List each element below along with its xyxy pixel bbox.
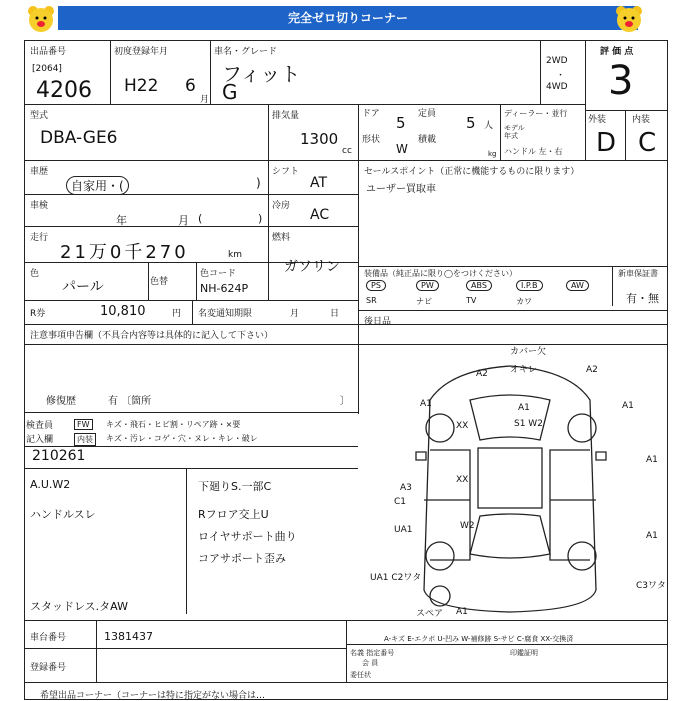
color-change-label: 色替 [150, 277, 169, 287]
damage-legend: A-キズ E-エクボ U-凹み W-補修跡 S-サビ C-腐食 XX-交換済 [384, 635, 574, 643]
disp-label: 排気量 [272, 111, 300, 121]
first-reg-era: H22 [124, 76, 159, 96]
handwritten-note: コアサポート歪み [198, 552, 286, 565]
interior-label: 内装 [74, 433, 96, 446]
inspection-month: 月 [178, 214, 189, 227]
damage-mark: W2 [460, 521, 475, 531]
notice-day: 日 [330, 309, 340, 319]
drive-2wd: 2WD [546, 56, 568, 66]
shape: W [396, 142, 408, 156]
damage-mark: A2 [586, 365, 598, 375]
handwritten-note: 下廻りS.一部C [198, 480, 272, 493]
lot-label: 出品番号 [30, 47, 67, 57]
recycle-label: R券 [30, 309, 46, 319]
warranty-label: 新車保証書 [618, 269, 658, 278]
damage-mark: C1 [394, 497, 407, 507]
cert-label: 印鑑証明 [510, 649, 538, 657]
capacity: 5 [466, 114, 476, 132]
equipment-item: ABS [466, 280, 492, 291]
score-label: 評 価 点 [600, 47, 634, 57]
rear-item-label: 後日品 [364, 317, 392, 327]
fw-label: FW [74, 419, 93, 430]
history-close: ) [256, 176, 261, 190]
handwritten-note: A.U.W2 [30, 478, 71, 491]
inspection-paren: ( [198, 212, 203, 225]
equipment-item: SR [366, 296, 377, 305]
capacity-unit: 人 [484, 121, 494, 131]
mileage-unit: km [228, 250, 242, 260]
interior-label: 内装 [632, 115, 651, 125]
color-value: パール [62, 279, 104, 295]
repair-value: 有 〔箇所 [108, 396, 152, 407]
car-name: フィット [222, 62, 301, 86]
top-banner [0, 0, 700, 38]
equipment-item: TV [466, 296, 477, 305]
exterior-label: 外装 [588, 115, 607, 125]
score-value: 3 [608, 58, 634, 104]
damage-mark: XX [456, 475, 469, 485]
model-year-label: モデル 年式 [504, 124, 525, 140]
damage-mark: A1 [646, 531, 658, 541]
equipment-item: PW [416, 280, 439, 291]
member-label: 会 員 [362, 659, 379, 667]
inspection-year: 年 [116, 214, 127, 227]
notice-month: 月 [290, 309, 300, 319]
equip-label: 装備品（純正品に限り◯をつけください） [364, 269, 517, 278]
aircon: AC [310, 207, 330, 223]
owner-label: 名義 指定番号 [350, 649, 395, 657]
recycle-unit: 円 [172, 309, 182, 319]
attach-label: 委任状 [350, 671, 371, 679]
color-label: 色 [30, 269, 40, 279]
car-name-label: 車名・グレード [214, 47, 278, 57]
history-label: 車歴 [30, 167, 49, 177]
damage-mark: XX [456, 421, 469, 431]
lot-number: 4206 [36, 78, 92, 103]
inspection-close: ) [258, 212, 263, 225]
inspector-label-1: 検査員 [26, 421, 54, 431]
equipment-item: AW [566, 280, 589, 291]
damage-mark: A2 [476, 369, 488, 379]
damage-mark: A1 [518, 403, 530, 413]
month-unit: 月 [200, 95, 210, 105]
banner-title: 完全ゼロ切りコーナー [58, 6, 638, 30]
exterior-score: D [596, 128, 617, 158]
mileage-label: 走行 [30, 233, 49, 243]
damage-mark: S1 W2 [514, 419, 543, 429]
load-unit: kg [488, 150, 497, 158]
damage-mark: A1 [646, 455, 658, 465]
repair-close: 〕 [340, 396, 350, 407]
damage-mark: スペア [416, 609, 444, 619]
footer-corner: 希望出品コーナー（コーナーは特に指定がない場合は… [40, 691, 266, 701]
shape-label: 形状 [362, 135, 381, 145]
damage-mark: A1 [456, 607, 468, 617]
color-code: NH-624P [200, 282, 249, 295]
damage-mark: UA1 [394, 525, 413, 535]
load-label: 積載 [418, 135, 437, 145]
sales-value: ユーザー買取車 [366, 184, 436, 195]
car-damage-diagram [360, 340, 668, 620]
inspector-label-2: 記入欄 [26, 435, 54, 445]
fuel-label: 燃料 [272, 233, 291, 243]
recycle-value: 10,810 [100, 304, 146, 319]
handwritten-note: スタッドレス.タAW [30, 600, 128, 613]
color-code-label: 色コード [200, 269, 237, 279]
first-reg-month: 6 [185, 76, 196, 96]
notes-label: 注意事項申告欄（不具合内容等は具体的に記入して下さい） [30, 331, 274, 341]
inspection-label: 車検 [30, 201, 49, 211]
repair-label: 修復歴 [46, 396, 76, 407]
count-value: 210261 [32, 448, 86, 464]
damage-mark: A1 [420, 399, 432, 409]
mascot-bear-icon [26, 4, 56, 34]
capacity-label: 定員 [418, 109, 437, 119]
damage-mark: オキレ [510, 365, 537, 375]
sales-label: セールスポイント（正常に機能するものに限ります） [364, 167, 580, 177]
model-code: DBA-GE6 [40, 128, 118, 148]
inspector-row1: キズ・飛石・ヒビ割・リペア跡・×要 [106, 420, 241, 429]
mileage-value: 21万0千270 [60, 242, 189, 263]
dealer-label: ディーラー・並行 [504, 109, 568, 118]
displacement: 1300 [300, 130, 339, 148]
shift: AT [310, 175, 328, 191]
mascot-bear-icon [614, 4, 644, 34]
handle-label: ハンドル 左・右 [504, 147, 563, 156]
equipment-item: ナビ [416, 297, 432, 306]
shift-label: シフト [272, 167, 300, 177]
handwritten-note: Rフロア交上U [198, 508, 269, 521]
drive-dot: ・ [556, 71, 566, 81]
interior-score: C [638, 128, 657, 158]
damage-mark: カバー欠 [510, 347, 547, 357]
drive-4wd: 4WD [546, 82, 568, 92]
damage-mark: A1 [622, 401, 634, 411]
equipment-item: I.P.B [516, 280, 543, 291]
history-value: 自家用・( [66, 176, 129, 195]
grade: G [222, 80, 238, 104]
inspector-row2: キズ・汚レ・コゲ・穴・ヌレ・キレ・破レ [106, 434, 258, 443]
model-label: 型式 [30, 111, 49, 121]
handwritten-note: ロイヤサポート曲り [198, 530, 297, 543]
disp-unit: cc [342, 146, 352, 156]
registration-label: 登録番号 [30, 663, 67, 673]
handwritten-note: ハンドルスレ [30, 508, 96, 521]
lot-sub: [2064] [32, 64, 62, 74]
damage-mark: A3 [400, 483, 412, 493]
first-reg-label: 初度登録年月 [114, 47, 169, 57]
damage-mark: C3ワタ [636, 581, 666, 591]
aircon-label: 冷房 [272, 201, 291, 211]
chassis-number: 1381437 [104, 630, 153, 643]
warranty-value: 有・無 [626, 292, 659, 305]
equipment-item: PS [366, 280, 386, 291]
door-label: ドア [362, 109, 380, 119]
damage-mark: UA1 C2ワタ [370, 573, 422, 583]
equipment-item: カワ [516, 297, 532, 306]
doors: 5 [396, 114, 406, 132]
chassis-label: 車台番号 [30, 633, 67, 643]
fuel: ガソリン [284, 259, 340, 275]
notice-label: 名変通知期限 [198, 309, 253, 319]
